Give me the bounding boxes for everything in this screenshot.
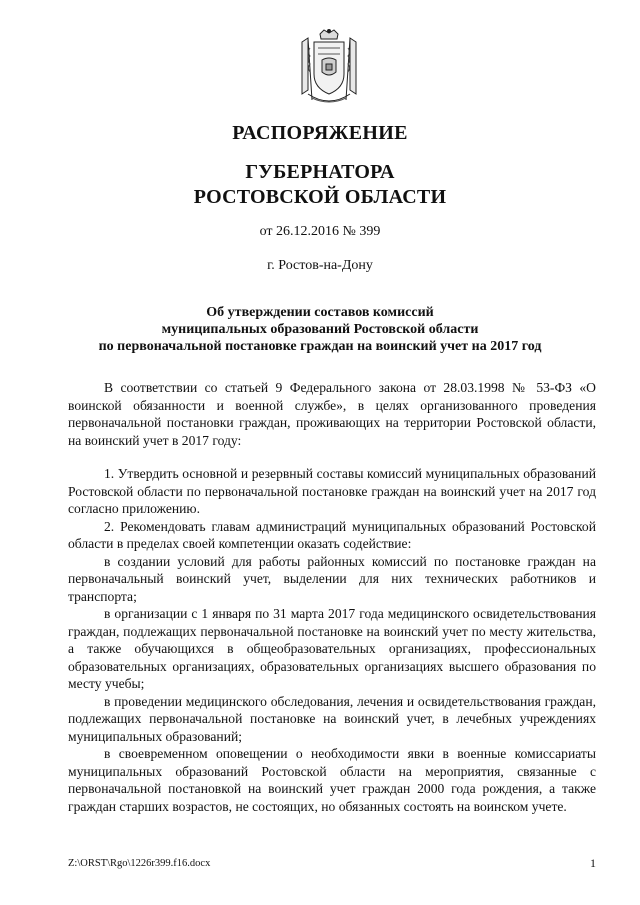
rostov-oblast-coat-of-arms-icon	[298, 28, 360, 108]
subject-line-1: Об утверждении составов комиссий	[206, 305, 434, 320]
preamble-paragraph: В соответствии со статьей 9 Федерального закона от 28.03.1998 № 53-ФЗ «О воинской обязанности и военной службе», в целях организованного проведения первоначальной постановки граждан, проживающих на территории Ростовской области, на воинский учет в 2017 году:	[68, 380, 596, 448]
item-2-subpoint-4: в своевременном оповещении о необходимости явки в военные комиссариаты муниципальных образований Ростовской области на мероприятия, связанные с первоначальной постановкой на воинский учет граждан 2000 года рождения, а также граждан старших возрастов, не состоящих, но обязанных состоять на воинском учете.	[68, 746, 596, 814]
item-2-subpoint-1: в создании условий для работы районных комиссий по постановке граждан на первоначальный воинский учет, выделении для них технических работников и транспорта;	[68, 553, 596, 604]
items-section	[68, 465, 596, 815]
footer-file-path: Z:\ORST\Rgo\1226r399.f16.docx	[68, 858, 211, 869]
item-2-subpoint-3: в проведении медицинского обследования, лечения и освидетельствования граждан, подлежащих первоначальной постановке на воинский учет, в лечебных учреждениях муниципальных образований;	[68, 693, 596, 744]
issuer-title-line-1: ГУБЕРНАТОРА	[245, 161, 395, 183]
subject-line-3: по первоначальной постановке граждан на воинский учет на 2017 год	[98, 339, 542, 354]
document-date-number: от 26.12.2016 № 399	[259, 224, 381, 239]
item-1-paragraph: 1. Утвердить основной и резервный составы комиссий муниципальных образований Ростовской области по первоначальной постановке граждан на воинский учет на 2017 год согласно приложению.	[68, 466, 596, 516]
document-type-title: РАСПОРЯЖЕНИЕ	[232, 122, 408, 144]
footer-page-number: 1	[590, 856, 596, 870]
document-city: г. Ростов-на-Дону	[267, 258, 373, 273]
item-2-paragraph: 2. Рекомендовать главам администраций муниципальных образований Ростовской области в пределах своей компетенции оказать содействие:	[68, 518, 596, 551]
subject-line-2: муниципальных образований Ростовской области	[161, 322, 479, 337]
preamble-section	[68, 379, 596, 449]
issuer-title-line-2: РОСТОВСКОЙ ОБЛАСТИ	[193, 186, 447, 208]
item-2-subpoint-2: в организации с 1 января по 31 марта 2017 года медицинского освидетельствования граждан, подлежащих первоначальной постановке на воинский учет по месту жительства, а также обучающихся в общеобразовательных организациях, профессиональных образовательных организациях, образовательных организациях высшего образования по месту учебы;	[68, 606, 596, 691]
document-subject	[0, 304, 640, 355]
